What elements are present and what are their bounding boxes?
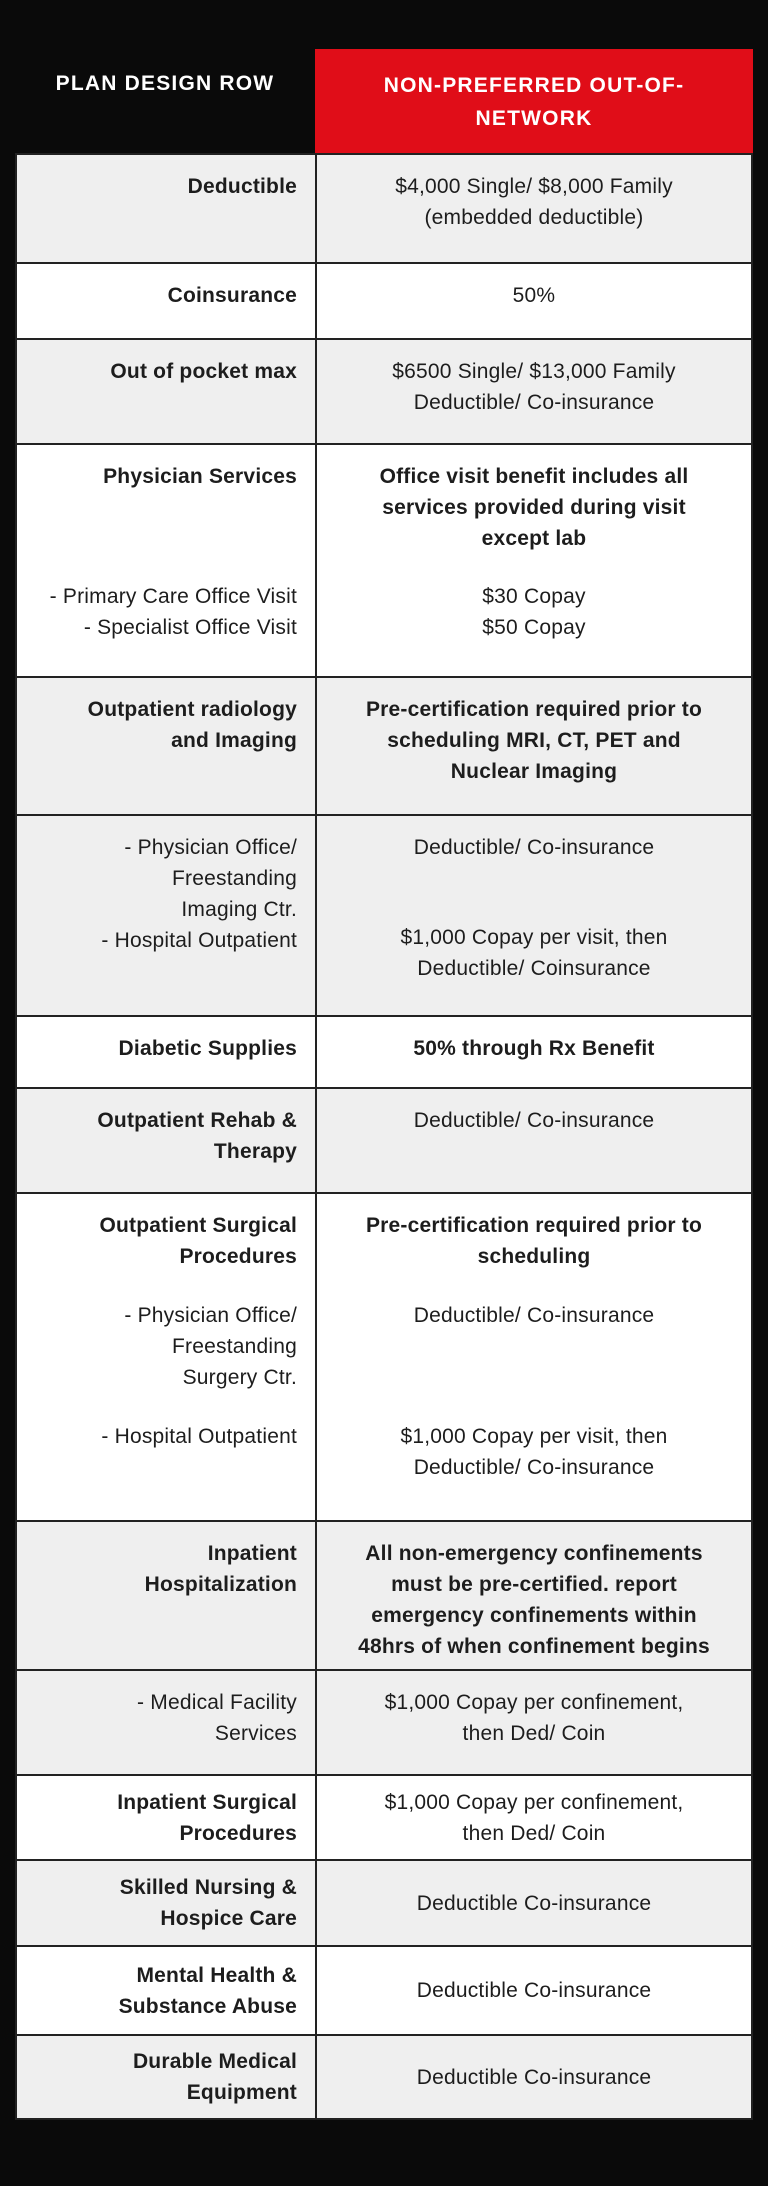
row-label: Deductible: [187, 175, 297, 198]
row-label-line: Durable Medical: [132, 2050, 297, 2073]
row-label-line: Equipment: [186, 2081, 297, 2104]
header-label-right-line: NETWORK: [475, 107, 593, 130]
table-row-outpatient-radiology: [17, 676, 751, 814]
row-sub-values: [400, 1421, 667, 1483]
row-label: Out of pocket max: [110, 360, 297, 383]
row-label-cell: [17, 1776, 317, 1859]
row-sub-item: Services: [214, 1722, 297, 1745]
row-value-line: $30 Copay: [482, 585, 586, 608]
header-cell-plan-design-row: [15, 49, 315, 153]
row-sub-values: [400, 922, 667, 984]
row-label-cell: [17, 264, 317, 338]
row-value-cell: [317, 264, 751, 338]
row-label-line: Outpatient radiology: [87, 698, 297, 721]
row-value-line: Deductible Co-insurance: [416, 2065, 652, 2089]
row-value-line: $4,000 Single/ $8,000 Family: [395, 175, 673, 198]
row-value-line: then Ded/ Coin: [462, 1722, 606, 1745]
row-label-cell: [17, 1671, 317, 1774]
table-row-coinsurance: [17, 262, 751, 338]
row-label-line: Substance Abuse: [118, 1994, 297, 2018]
row-note-line: scheduling MRI, CT, PET and: [387, 729, 681, 752]
table-row-inpatient-hospitalization: [17, 1520, 751, 1669]
row-value-line: Deductible Co-insurance: [416, 1979, 652, 2002]
row-label-cell: [17, 678, 317, 814]
row-sub-item: Surgery Ctr.: [182, 1366, 297, 1389]
row-value-line: 50%: [512, 284, 556, 307]
row-label-line: Outpatient Surgical: [99, 1214, 297, 1237]
row-label-cell: [17, 1947, 317, 2034]
row-sub-item: - Hospital Outpatient: [101, 1425, 297, 1448]
row-note-line: Pre-certification required prior to: [365, 698, 703, 721]
row-note-line: emergency confinements within: [371, 1604, 697, 1627]
row-value-cell: [317, 1522, 751, 1669]
header-cell-non-preferred-out-of-network: [315, 49, 753, 153]
row-label-cell: [17, 816, 317, 1015]
row-label-line: Inpatient: [207, 1542, 297, 1565]
table-row-durable-medical: [17, 2034, 751, 2118]
row-label-line: Hospice Care: [160, 1907, 297, 1930]
row-sub-item: - Medical Facility: [137, 1691, 297, 1714]
row-label-cell: [17, 445, 317, 676]
header-label-left: PLAN DESIGN ROW: [55, 72, 275, 95]
row-value-line: Deductible/ Coinsurance: [417, 957, 651, 980]
row-label-line: Procedures: [179, 1245, 297, 1268]
table-row-physician-services: [17, 443, 751, 676]
row-note-line: must be pre-certified. report: [391, 1573, 677, 1596]
row-label-cell: [17, 340, 317, 443]
row-note-line: services provided during visit: [382, 496, 686, 519]
row-sub-items: [124, 1300, 297, 1393]
row-value-line: $6500 Single/ $13,000 Family: [392, 360, 676, 383]
row-sub-values: [482, 581, 585, 643]
row-value-line: Deductible/ Co-insurance: [413, 1456, 655, 1479]
table-row-diabetic-supplies: [17, 1015, 751, 1087]
row-value-line: (embedded deductible): [424, 206, 644, 229]
table-row-radiology-settings: [17, 814, 751, 1015]
row-label: Physician Services: [103, 465, 297, 488]
row-label-line: Outpatient Rehab &: [97, 1109, 297, 1132]
row-value-line: Deductible Co-insurance: [416, 1891, 652, 1915]
row-label-cell: [17, 1194, 317, 1520]
row-value-line: $50 Copay: [482, 616, 586, 639]
row-value-cell: [317, 155, 751, 262]
row-sub-item: Freestanding: [172, 1335, 297, 1358]
row-value-line: Deductible/ Co-insurance: [413, 391, 655, 414]
row-label-cell: [17, 155, 317, 262]
table-body: [15, 153, 753, 2120]
row-label-line: and Imaging: [171, 729, 297, 752]
row-note-line: Office visit benefit includes all: [379, 465, 689, 488]
table-row-outpatient-rehab: [17, 1087, 751, 1192]
row-value-line: 50% through Rx Benefit: [413, 1037, 655, 1060]
row-label-line: Procedures: [179, 1821, 297, 1845]
row-value-cell: [317, 1861, 751, 1945]
row-value-line: Deductible/ Co-insurance: [413, 1109, 655, 1132]
row-note-line: except lab: [481, 527, 587, 550]
row-label-line: Skilled Nursing &: [119, 1876, 297, 1899]
row-value-cell: [317, 816, 751, 1015]
row-value-line: $1,000 Copay per confinement,: [384, 1790, 684, 1814]
row-value-cell: [317, 340, 751, 443]
row-label-cell: [17, 1089, 317, 1192]
table-row-out-of-pocket-max: [17, 338, 751, 443]
row-value-cell: [317, 1776, 751, 1859]
row-label-cell: [17, 1522, 317, 1669]
row-value-cell: [317, 1017, 751, 1087]
row-note-line: scheduling: [477, 1245, 591, 1268]
row-label: Coinsurance: [167, 284, 297, 307]
header-label-right-line: NON-PREFERRED OUT-OF-: [383, 74, 685, 97]
table-row-skilled-nursing: [17, 1859, 751, 1945]
table-row-inpatient-surgical: [17, 1774, 751, 1859]
row-note: [380, 461, 689, 554]
row-value-line: then Ded/ Coin: [462, 1821, 606, 1845]
row-value-cell: [317, 2036, 751, 2118]
table-row-deductible: [17, 155, 751, 262]
table-row-medical-facility-services: [17, 1669, 751, 1774]
row-label-cell: [17, 2036, 317, 2118]
row-sub-item: Imaging Ctr.: [181, 898, 297, 921]
row-label: [100, 1210, 298, 1272]
row-label-line: Inpatient Surgical: [117, 1790, 297, 1814]
row-value-line: Deductible/ Co-insurance: [413, 836, 655, 859]
row-label-cell: [17, 1861, 317, 1945]
row-value-line: Deductible/ Co-insurance: [413, 1304, 655, 1327]
row-value-line: $1,000 Copay per visit, then: [400, 926, 668, 949]
table-row-outpatient-surgical: [17, 1192, 751, 1520]
row-sub-item: - Primary Care Office Visit: [49, 585, 297, 608]
row-label-line: Hospitalization: [144, 1573, 297, 1596]
row-sub-items: [101, 1421, 297, 1452]
row-value-cell: [317, 1089, 751, 1192]
row-label: Diabetic Supplies: [118, 1037, 297, 1060]
row-value-line: $1,000 Copay per confinement,: [384, 1691, 684, 1714]
row-sub-item: - Specialist Office Visit: [83, 616, 297, 639]
table-row-mental-health: [17, 1945, 751, 2034]
row-note-line: All non-emergency confinements: [365, 1542, 703, 1565]
row-value-cell: [317, 445, 751, 676]
row-value-cell: [317, 1671, 751, 1774]
row-value-cell: [317, 1194, 751, 1520]
row-note-line: Nuclear Imaging: [450, 760, 618, 783]
row-sub-item: Freestanding: [172, 867, 297, 890]
row-note-line: Pre-certification required prior to: [365, 1214, 703, 1237]
row-label-line: Mental Health &: [136, 1963, 297, 1987]
plan-design-table: [15, 49, 753, 2120]
row-note-line: 48hrs of when confinement begins: [358, 1635, 710, 1658]
table-header-row: [15, 49, 753, 153]
row-label-line: Therapy: [213, 1140, 297, 1163]
row-sub-items: [50, 581, 297, 643]
row-sub-item: - Physician Office/: [124, 836, 297, 859]
row-sub-item: - Hospital Outpatient: [101, 929, 297, 952]
row-note: [366, 1210, 702, 1272]
row-sub-item: - Physician Office/: [124, 1304, 297, 1327]
row-value-cell: [317, 678, 751, 814]
row-value-cell: [317, 1947, 751, 2034]
row-label-cell: [17, 1017, 317, 1087]
row-value-line: $1,000 Copay per visit, then: [400, 1425, 668, 1448]
